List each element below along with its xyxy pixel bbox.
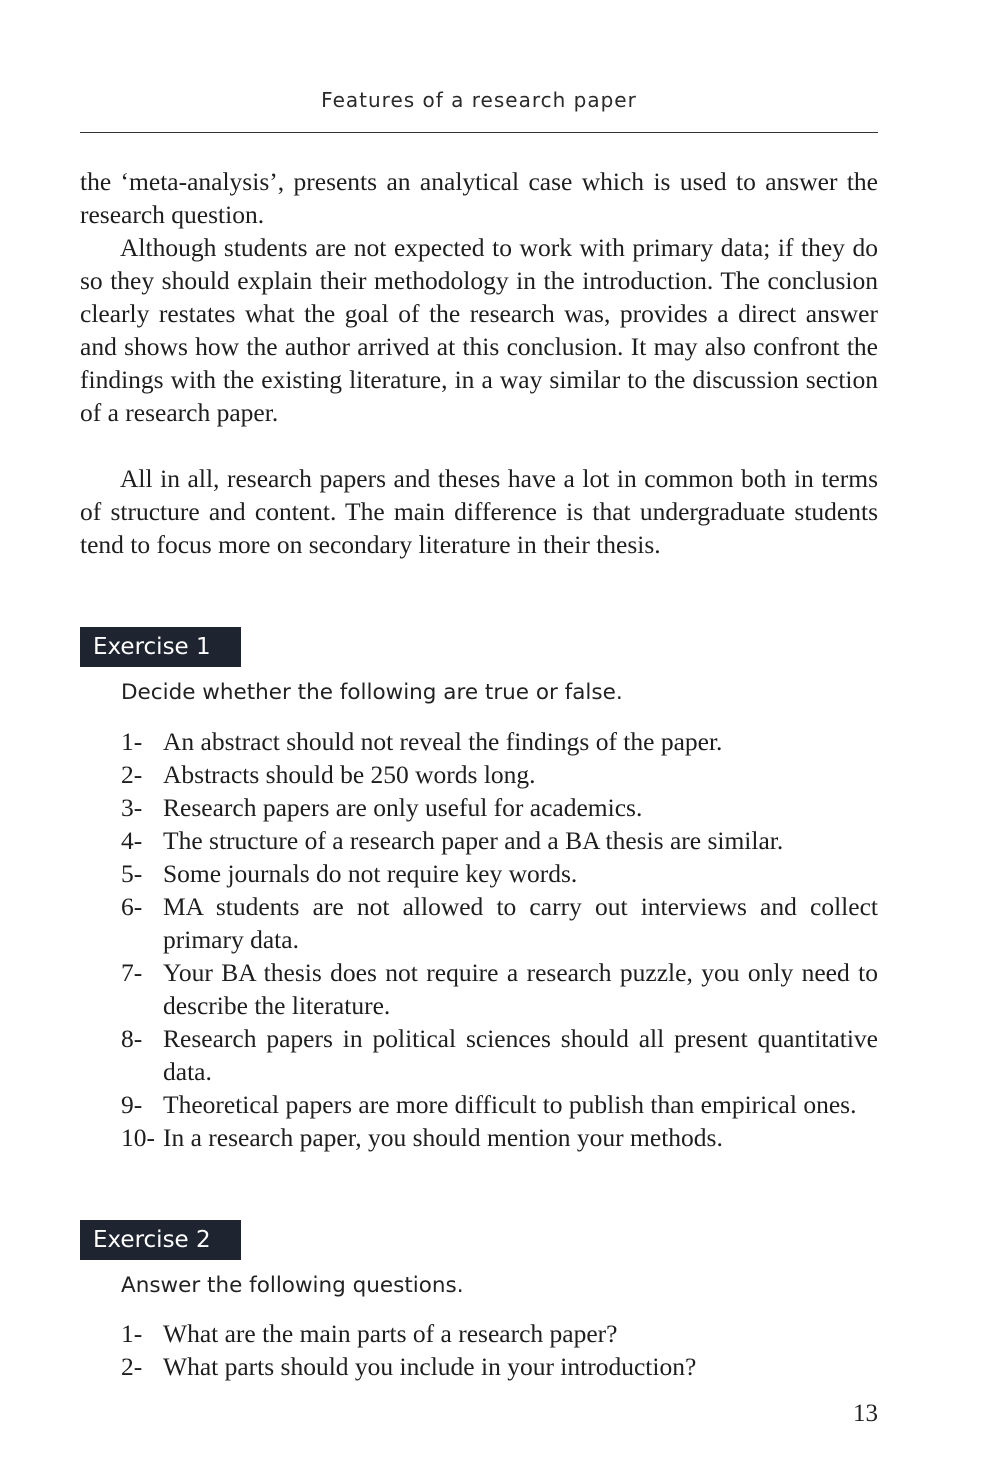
body-paragraphs-top (80, 165, 878, 429)
item-text: MA students are not allowed to carry out interviews and collect primary data. (163, 892, 878, 954)
item-number: 7- (121, 958, 143, 987)
page-number: 13 (853, 1400, 878, 1427)
paragraph-all-in-all: All in all, research papers and theses have a lot in common both in terms of structure and content. The main difference is that undergraduate students tend to focus more on secondary literature in their thesis. (80, 464, 878, 559)
item-text: In a research paper, you should mention your methods. (163, 1123, 723, 1152)
item-number: 4- (121, 826, 143, 855)
list-item (121, 791, 878, 824)
item-text: What parts should you include in your introduction? (163, 1352, 697, 1381)
paragraph-meta-analysis: the ‘meta-analysis’, presents an analytical case which is used to answer the research question. (80, 167, 878, 229)
item-text: What are the main parts of a research paper? (163, 1319, 618, 1348)
list-item (121, 1317, 878, 1350)
item-number: 1- (121, 727, 143, 756)
list-item (121, 890, 878, 956)
paragraph-primary-data: Although students are not expected to work with primary data; if they do so they should explain their methodology in the introduction. The conclusion clearly restates what the goal of the research was, provides a direct answer and shows how the author arrived at this conclusion. It may also confront the findings with the existing literature, in a way similar to the discussion section of a research paper. (80, 233, 878, 427)
list-item (121, 956, 878, 1022)
list-item (121, 1121, 878, 1154)
list-item (121, 824, 878, 857)
exercise-1-instruction: Decide whether the following are true or false. (121, 680, 623, 705)
item-text: Research papers in political sciences should all present quantitative data. (163, 1024, 878, 1086)
item-text: The structure of a research paper and a BA thesis are similar. (163, 826, 784, 855)
list-item (121, 1350, 878, 1383)
item-text: Your BA thesis does not require a research puzzle, you only need to describe the literature. (163, 958, 878, 1020)
exercise-2-question-list (121, 1317, 878, 1383)
item-number: 8- (121, 1024, 143, 1053)
header-rule (80, 132, 878, 133)
item-number: 2- (121, 760, 143, 789)
list-item (121, 725, 878, 758)
exercise-1-statement-list (121, 725, 878, 1154)
item-text: Abstracts should be 250 words long. (163, 760, 536, 789)
item-text: Research papers are only useful for academics. (163, 793, 643, 822)
item-number: 5- (121, 859, 143, 888)
list-item (121, 758, 878, 791)
exercise-1-heading: Exercise 1 (80, 627, 241, 667)
item-number: 3- (121, 793, 143, 822)
item-number: 6- (121, 892, 143, 921)
list-item (121, 1022, 878, 1088)
item-text: An abstract should not reveal the findings of the paper. (163, 727, 723, 756)
exercise-2-instruction: Answer the following questions. (121, 1273, 464, 1298)
list-item (121, 857, 878, 890)
exercise-2-heading: Exercise 2 (80, 1220, 241, 1260)
body-paragraphs-summary (80, 462, 878, 561)
item-number: 2- (121, 1352, 143, 1381)
item-number: 1- (121, 1319, 143, 1348)
running-head-title: Features of a research paper (321, 88, 637, 112)
item-text: Theoretical papers are more difficult to publish than empirical ones. (163, 1090, 857, 1119)
item-text: Some journals do not require key words. (163, 859, 578, 888)
item-number: 9- (121, 1090, 143, 1119)
list-item (121, 1088, 878, 1121)
item-number: 10- (121, 1123, 155, 1152)
